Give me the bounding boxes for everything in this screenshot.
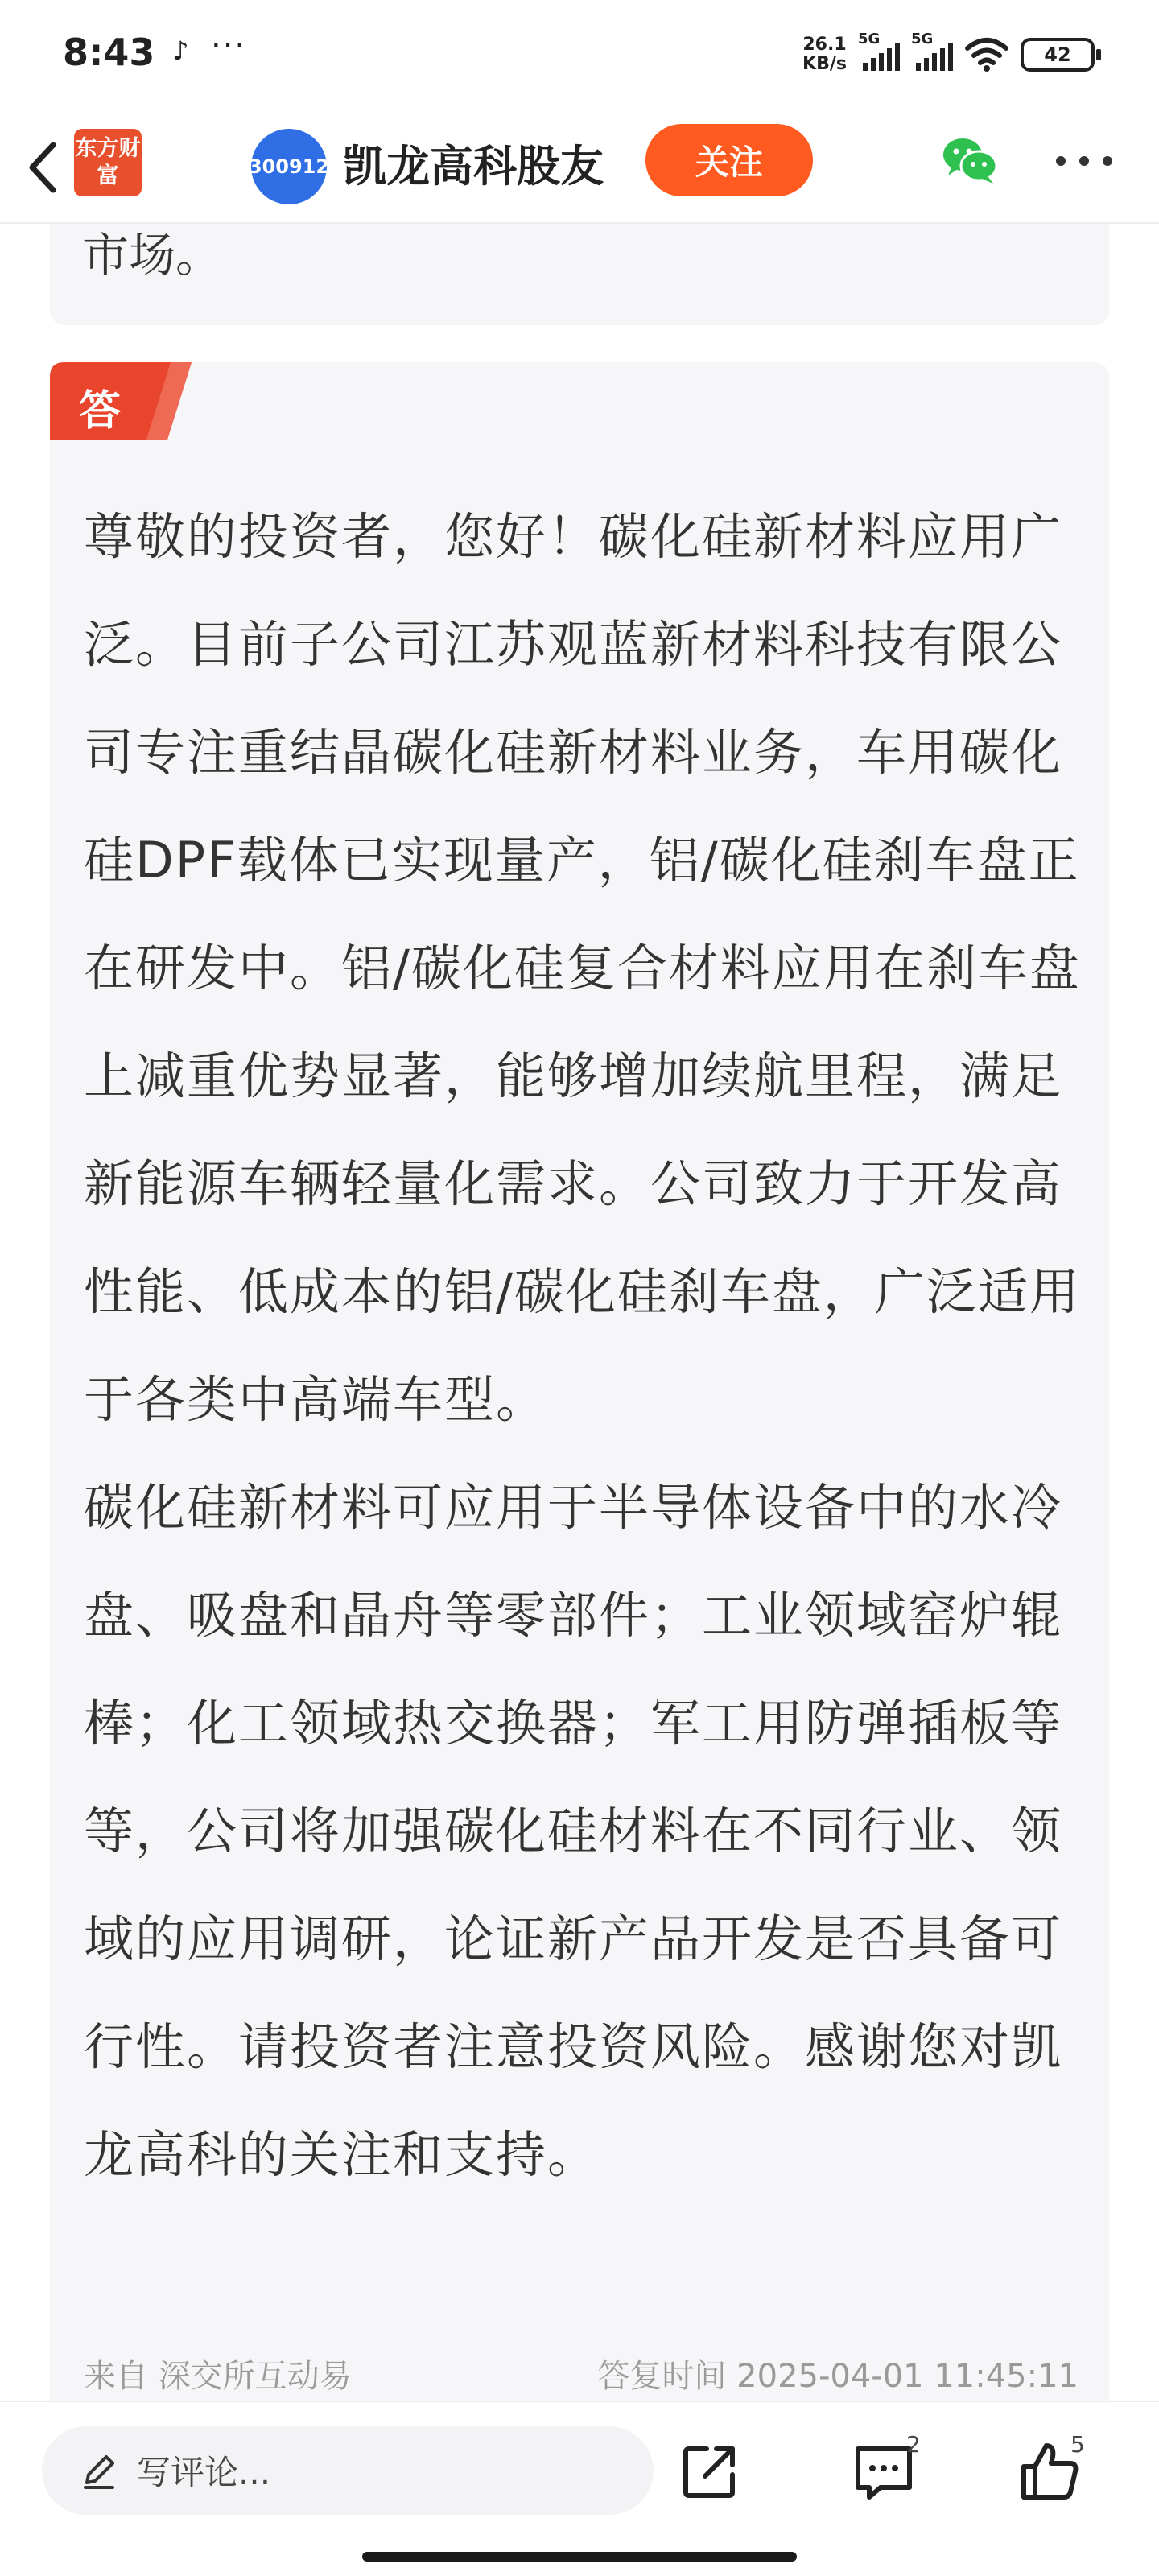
previous-card-text: 市场。 bbox=[82, 228, 223, 283]
follow-button[interactable]: 关注 bbox=[645, 124, 813, 196]
more-notifications-icon: ··· bbox=[211, 27, 247, 64]
comment-input[interactable] bbox=[42, 2426, 654, 2515]
more-dots-icon[interactable] bbox=[1056, 145, 1112, 177]
signal-2-label: 5G bbox=[911, 31, 934, 47]
status-time: 8:43 bbox=[63, 31, 155, 74]
signal-1-icon bbox=[858, 31, 900, 71]
network-speed-unit: KB/s bbox=[802, 54, 847, 74]
network-speed-value: 26.1 bbox=[802, 35, 847, 55]
share-icon[interactable] bbox=[681, 2441, 740, 2500]
answer-paragraph: 尊敬的投资者，您好！碳化硅新材料应用广泛。目前子公司江苏观蓝新材料科技有限公司专注重结晶碳化硅新材料业务，车用碳化硅DPF载体已实现量产，铝/碳化硅刹车盘正在研发中。铝/碳化硅复合材料应用在刹车盘上减重优势显著，能够增加续航里程，满足新能源车辆轻量化需求。公司致力于开发高性能、低成本的铝/碳化硅刹车盘，广泛适用于各类中高端车型。 bbox=[84, 507, 1081, 1429]
status-bar bbox=[0, 0, 1159, 113]
wifi-icon bbox=[964, 37, 1009, 72]
answer-source: 来自 深交所互动易 bbox=[84, 2358, 352, 2395]
wechat-icon[interactable] bbox=[940, 130, 1000, 190]
like-count: 5 bbox=[1070, 2431, 1085, 2458]
brand-logo[interactable]: 东方财富 bbox=[74, 129, 142, 196]
previous-card-visible bbox=[50, 224, 1109, 325]
signal-1-label: 5G bbox=[858, 31, 881, 47]
bottom-action-bar bbox=[0, 2401, 1159, 2576]
answer-text bbox=[84, 483, 1085, 2209]
answer-reply-time: 答复时间 2025-04-01 11:45:11 bbox=[597, 2358, 1079, 2395]
signal-2-icon bbox=[911, 31, 953, 71]
comments-count: 2 bbox=[906, 2431, 921, 2458]
answer-card bbox=[50, 362, 1109, 2423]
forum-title[interactable]: 凯龙高科股友 bbox=[343, 141, 604, 192]
tiktok-notification-icon: ♪ bbox=[172, 35, 189, 66]
network-speed bbox=[802, 35, 847, 74]
answer-badge bbox=[50, 362, 192, 440]
answer-paragraph: 碳化硅新材料可应用于半导体设备中的水冷盘、吸盘和晶舟等零部件；工业领域窑炉辊棒；化工领域热交换器；军工用防弹插板等等，公司将加强碳化硅材料在不同行业、领域的应用调研，论证新产品开发是否具备可行性。请投资者注意投资风险。感谢您对凯龙高科的关注和支持。 bbox=[84, 1478, 1063, 2184]
answer-badge-label: 答 bbox=[79, 387, 122, 436]
home-indicator[interactable] bbox=[362, 2552, 797, 2562]
back-arrow-icon[interactable] bbox=[19, 134, 68, 201]
stock-avatar[interactable]: 300912 bbox=[251, 129, 327, 204]
status-indicators bbox=[802, 31, 1095, 79]
battery-level: 42 bbox=[1044, 43, 1071, 66]
top-nav-bar bbox=[0, 113, 1159, 224]
battery-icon bbox=[1021, 38, 1095, 72]
pen-icon bbox=[79, 2450, 119, 2491]
comment-placeholder: 写评论... bbox=[137, 2453, 271, 2492]
